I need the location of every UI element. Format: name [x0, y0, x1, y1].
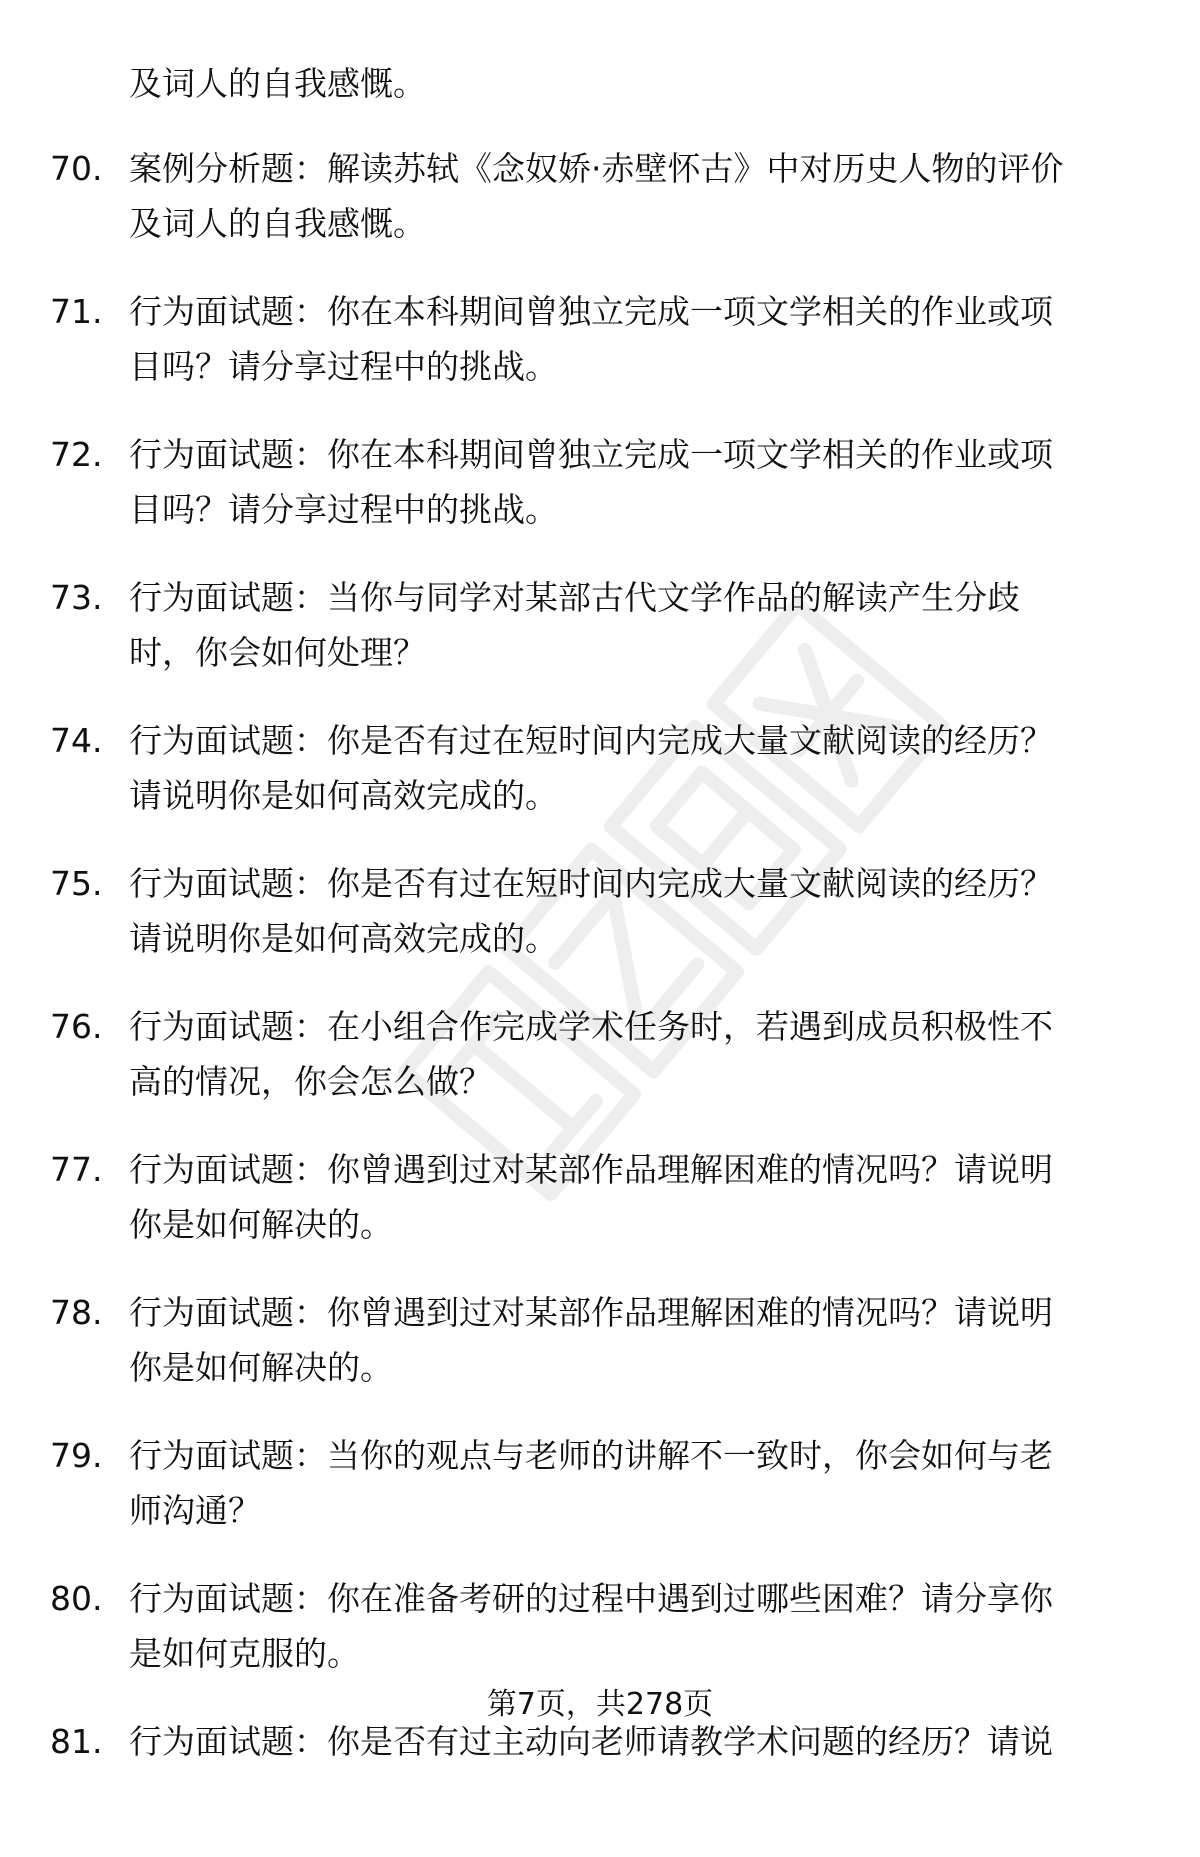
list-item — [0, 1714, 1200, 1857]
question-number: 80. — [50, 1579, 103, 1618]
question-text — [129, 570, 1149, 680]
question-number: 81. — [50, 1722, 103, 1761]
question-number: 77. — [50, 1150, 103, 1189]
question-text — [129, 427, 1149, 537]
question-line: 行为面试题：在小组合作完成学术任务时，若遇到成员积极性不 — [129, 1007, 1053, 1046]
question-text — [129, 284, 1149, 394]
question-line: 是如何克服的。 — [129, 1634, 360, 1673]
question-text — [129, 856, 1149, 966]
list-item — [0, 141, 1200, 284]
question-text — [129, 1285, 1149, 1395]
question-number: 71. — [50, 292, 103, 331]
list-item — [0, 284, 1200, 427]
question-line: 师沟通？ — [129, 1491, 261, 1530]
question-line: 行为面试题：你是否有过在短时间内完成大量文献阅读的经历？ — [129, 864, 1053, 903]
question-line: 请说明你是如何高效完成的。 — [129, 919, 558, 958]
question-line: 行为面试题：你在本科期间曾独立完成一项文学相关的作业或项 — [129, 292, 1053, 331]
question-line: 时，你会如何处理？ — [129, 633, 426, 672]
question-line: 目吗？请分享过程中的挑战。 — [129, 490, 558, 529]
question-list — [0, 141, 1200, 1857]
page-footer: 第7页，共278页 — [486, 1687, 714, 1722]
list-item — [0, 1142, 1200, 1285]
question-line: 行为面试题：当你与同学对某部古代文学作品的解读产生分歧 — [129, 578, 1020, 617]
question-line: 及词人的自我感慨。 — [129, 204, 426, 243]
question-text — [129, 1428, 1149, 1538]
list-item — [0, 856, 1200, 999]
question-line: 行为面试题：你曾遇到过对某部作品理解困难的情况吗？请说明 — [129, 1293, 1053, 1332]
list-item — [0, 713, 1200, 856]
question-number: 74. — [50, 721, 103, 760]
question-text — [129, 141, 1149, 251]
question-number: 70. — [50, 149, 103, 188]
list-item — [0, 1285, 1200, 1428]
question-line: 行为面试题：你在本科期间曾独立完成一项文学相关的作业或项 — [129, 435, 1053, 474]
question-line: 行为面试题：你是否有过主动向老师请教学术问题的经历？请说 — [129, 1722, 1053, 1761]
continuation-text: 及词人的自我感慨。 — [129, 64, 426, 103]
list-item — [0, 570, 1200, 713]
question-number: 79. — [50, 1436, 103, 1475]
question-text — [129, 999, 1149, 1109]
question-line: 行为面试题：你在准备考研的过程中遇到过哪些困难？请分享你 — [129, 1579, 1053, 1618]
question-number: 72. — [50, 435, 103, 474]
question-line: 你是如何解决的。 — [129, 1205, 393, 1244]
list-item — [0, 427, 1200, 570]
question-line: 高的情况，你会怎么做？ — [129, 1062, 492, 1101]
question-number: 73. — [50, 578, 103, 617]
list-item — [0, 1428, 1200, 1571]
question-line: 行为面试题：你曾遇到过对某部作品理解困难的情况吗？请说明 — [129, 1150, 1053, 1189]
question-text — [129, 1571, 1149, 1681]
question-line: 请说明你是如何高效完成的。 — [129, 776, 558, 815]
question-number: 75. — [50, 864, 103, 903]
question-line: 目吗？请分享过程中的挑战。 — [129, 347, 558, 386]
question-line: 行为面试题：当你的观点与老师的讲解不一致时，你会如何与老 — [129, 1436, 1053, 1475]
question-number: 78. — [50, 1293, 103, 1332]
question-line: 案例分析题：解读苏轼《念奴娇·赤壁怀古》中对历史人物的评价 — [129, 149, 1064, 188]
question-text — [129, 713, 1149, 823]
question-line: 你是如何解决的。 — [129, 1348, 393, 1387]
question-text — [129, 1142, 1149, 1252]
question-number: 76. — [50, 1007, 103, 1046]
question-line: 行为面试题：你是否有过在短时间内完成大量文献阅读的经历？ — [129, 721, 1053, 760]
list-item — [0, 999, 1200, 1142]
